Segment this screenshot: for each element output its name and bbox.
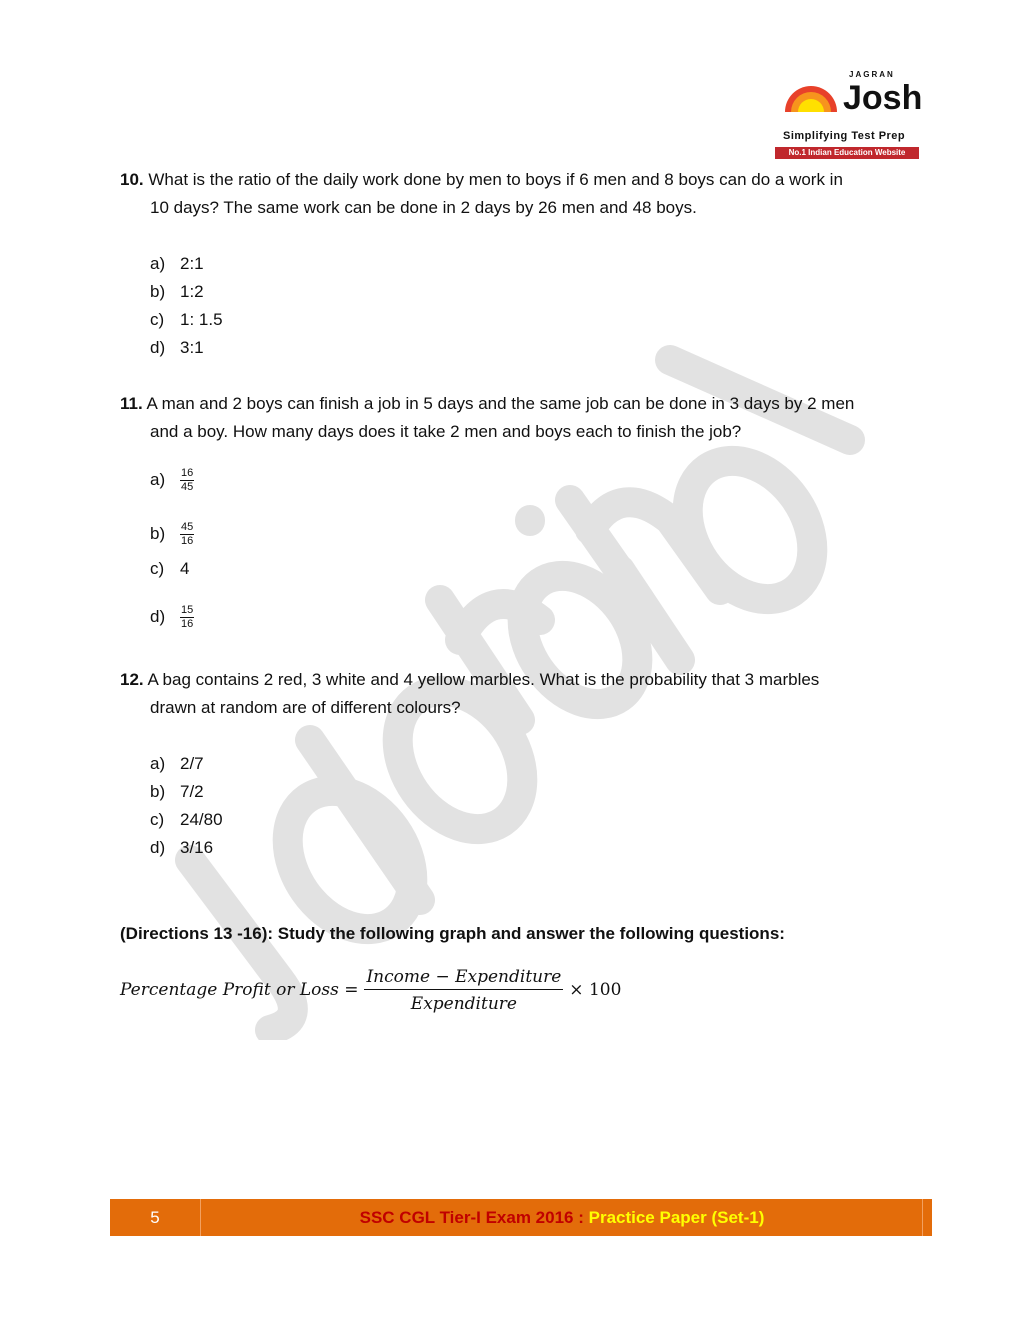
- option-label: d): [150, 338, 166, 357]
- denominator: 16: [181, 618, 194, 631]
- option-text: 4: [180, 559, 190, 578]
- logo-brand: Josh: [843, 79, 923, 117]
- denominator: 16: [181, 535, 194, 548]
- option: [150, 334, 204, 362]
- footer-separator: :: [573, 1208, 589, 1227]
- option-label: b): [150, 282, 166, 301]
- option-label: a): [150, 254, 166, 273]
- option-label: c): [150, 559, 165, 578]
- option-text: 1: 1.5: [180, 310, 223, 329]
- question-text: A man and 2 boys can finish a job in 5 days and the same job can be done in 3 days by 2 men: [146, 394, 855, 413]
- logo: [775, 70, 921, 162]
- logo-tagline: Simplifying Test Prep: [783, 130, 906, 142]
- question-number: 11.: [120, 394, 143, 413]
- sun-logo-icon: [783, 82, 839, 112]
- option-label: c): [150, 810, 165, 829]
- numerator: 15: [181, 604, 194, 617]
- option: [150, 778, 204, 806]
- question-number: 12.: [120, 670, 144, 689]
- footer-exam: SSC CGL Tier-I Exam 2016: [359, 1208, 574, 1227]
- formula-multiplier: × 100: [569, 980, 622, 1000]
- fraction: [180, 604, 194, 631]
- option-label: c): [150, 310, 165, 329]
- question-number: 10.: [120, 170, 144, 189]
- question-text: What is the ratio of the daily work done by men to boys if 6 men and 8 boys can do a work in: [148, 170, 843, 189]
- formula-lhs: Percentage Profit or Loss =: [120, 980, 359, 1000]
- formula-fraction: [364, 967, 563, 1014]
- option-label: b): [150, 782, 166, 801]
- logo-brand-top: JAGRAN: [849, 70, 895, 79]
- option-label: d): [150, 607, 166, 626]
- numerator: 16: [181, 467, 194, 480]
- option-text: 24/80: [180, 810, 223, 829]
- option: [150, 520, 194, 548]
- option-text: 2:1: [180, 254, 204, 273]
- denominator: 45: [181, 481, 194, 494]
- question-12: [120, 666, 819, 694]
- logo-badge: No.1 Indian Education Website: [775, 147, 919, 159]
- directions: (Directions 13 -16): Study the following graph and answer the following questions:: [120, 924, 785, 943]
- question-10: [120, 166, 843, 194]
- footer-paper: Practice Paper (Set-1): [588, 1208, 765, 1227]
- question-text: A bag contains 2 red, 3 white and 4 yellow marbles. What is the probability that 3 marbles: [147, 670, 820, 689]
- option-label: d): [150, 838, 166, 857]
- question-text-cont: drawn at random are of different colours?: [150, 698, 461, 717]
- formula: [120, 960, 621, 1020]
- option: [150, 278, 204, 306]
- option: [150, 306, 223, 334]
- option-text: 1:2: [180, 282, 204, 301]
- option: [150, 806, 223, 834]
- option: [150, 603, 194, 631]
- footer-title: [202, 1199, 923, 1236]
- footer: [110, 1199, 932, 1236]
- option-text: 7/2: [180, 782, 204, 801]
- option: [150, 834, 213, 862]
- numerator: 45: [181, 521, 194, 534]
- page-number: 5: [110, 1199, 201, 1236]
- formula-denominator: Expenditure: [410, 993, 517, 1014]
- fraction: [180, 521, 194, 548]
- option-text: 3/16: [180, 838, 214, 857]
- option: [150, 466, 194, 494]
- option-label: a): [150, 754, 166, 773]
- option: [150, 750, 204, 778]
- option-text: 2/7: [180, 754, 204, 773]
- option-label: b): [150, 524, 166, 543]
- option-label: a): [150, 470, 166, 489]
- option-text: 3:1: [180, 338, 204, 357]
- option: [150, 250, 204, 278]
- question-text-cont: and a boy. How many days does it take 2 men and boys each to finish the job?: [150, 422, 742, 441]
- option: [150, 555, 189, 583]
- question-11: [120, 390, 854, 418]
- fraction: [180, 467, 194, 494]
- question-text-cont: 10 days? The same work can be done in 2 days by 26 men and 48 boys.: [150, 198, 697, 217]
- formula-numerator: Income − Expenditure: [364, 967, 563, 990]
